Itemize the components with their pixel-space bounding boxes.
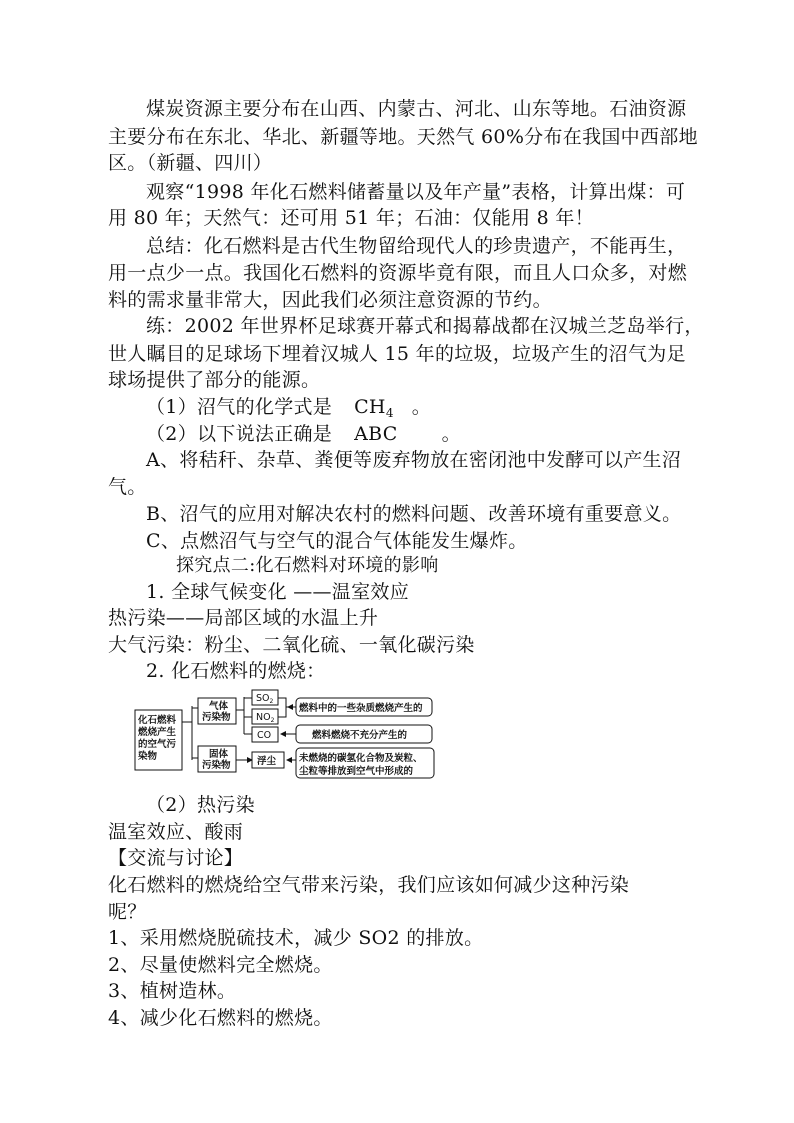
paragraph-resources-line3: 区。（新疆、四川） xyxy=(108,152,273,174)
diagram-note2: 燃料燃烧不充分产生的 xyxy=(312,730,408,741)
diagram-root-line1: 化石燃料 xyxy=(138,715,177,726)
question-1-answer: $CH_4$ xyxy=(354,396,394,420)
paragraph-summary-line1: 总结：化石燃料是古代生物留给现代人的珍贵遗产，不能再生， xyxy=(146,235,687,257)
answer-4: 4、减少化石燃料的燃烧。 xyxy=(108,1007,333,1029)
option-c: C、点燃沼气与空气的混合气体能发生爆炸。 xyxy=(146,530,528,552)
diagram-co-label: CO xyxy=(257,730,272,741)
diagram-root-line2: 燃烧产生 xyxy=(138,727,177,738)
answer-3: 3、植树造林。 xyxy=(108,980,237,1002)
diagram-root-line4: 染物 xyxy=(138,751,158,762)
diagram-root-line3: 的空气污 xyxy=(138,739,177,750)
diagram-root-connector xyxy=(182,706,198,760)
question-2-prefix: （2）以下说法正确是 xyxy=(146,423,333,445)
item-heat-pollution: 热污染——局部区域的水温上升 xyxy=(108,607,379,629)
diagram-solid-line2: 污染物 xyxy=(202,760,231,771)
discussion-question-line1: 化石燃料的燃烧给空气带来污染，我们应该如何减少这种污染 xyxy=(108,874,630,896)
diagram-gas-line2: 污染物 xyxy=(202,712,231,723)
paragraph-observe-line1: 观察“1998 年化石燃料储蓄量以及年产量”表格，计算出煤：可 xyxy=(146,181,686,203)
diagram-note3-line1: 未燃烧的碳氢化合物及炭粒、 xyxy=(299,753,423,764)
question-2-answer: ABC xyxy=(354,423,398,445)
option-a-line2: 气。 xyxy=(108,476,147,498)
diagram-gas-connector xyxy=(236,697,252,734)
diagram-note1: 燃料中的一些杂质燃烧产生的 xyxy=(299,703,423,714)
paragraph-observe-line2: 用 80 年；天然气：还可用 51 年；石油：仅能用 8 年！ xyxy=(108,207,594,229)
diagram-solid-line1: 固体 xyxy=(209,749,229,760)
item-combustion: 2. 化石燃料的燃烧： xyxy=(146,660,326,682)
heat-pollution-2: （2）热污染 xyxy=(146,794,255,816)
paragraph-summary-line3: 料的需求量非常大，因此我们必须注意资源的节约。 xyxy=(108,289,552,311)
option-b: B、沼气的应用对解决农村的燃料问题、改善环境有重要意义。 xyxy=(146,503,682,525)
paragraph-resources-line2: 主要分布在东北、华北、新疆等地。天然气 60%分布在我国中西部地 xyxy=(108,126,698,148)
discussion-title: 【交流与讨论】 xyxy=(108,847,244,869)
paragraph-exercise-line1: 练：2002 年世界杯足球赛开幕式和揭幕战都在汉城兰芝岛举行， xyxy=(146,315,704,337)
paragraph-summary-line2: 用一点少一点。我国化石燃料的资源毕竟有限，而且人口众多，对燃 xyxy=(108,262,688,284)
paragraph-exercise-line2: 世人瞩目的足球场下埋着汉城人 15 年的垃圾，垃圾产生的沼气为足 xyxy=(108,343,686,365)
item-air-pollution: 大气污染：粉尘、二氧化硫、一氧化碳污染 xyxy=(108,634,475,656)
question-1-prefix: （1）沼气的化学式是 xyxy=(146,396,333,418)
answer-2: 2、尽量使燃料完全燃烧。 xyxy=(108,954,333,976)
diagram-so2-label: $SO_2$ xyxy=(256,693,274,705)
diagram-note3-line2: 尘粒等排放到空气中形成的 xyxy=(299,766,414,777)
effects-line: 温室效应、酸雨 xyxy=(108,821,244,843)
answer-1: 1、采用燃烧脱硫技术，减少 SO2 的排放。 xyxy=(108,927,484,949)
option-a-line1: A、将秸秆、杂草、粪便等废弃物放在密闭池中发酵可以产生沼 xyxy=(146,449,682,471)
paragraph-resources-line1: 煤炭资源主要分布在山西、内蒙古、河北、山东等地。石油资源 xyxy=(146,98,687,120)
pollutant-diagram xyxy=(134,688,440,782)
paragraph-exercise-line3: 球场提供了部分的能源。 xyxy=(108,369,321,391)
diagram-dust-label: 浮尘 xyxy=(257,756,277,767)
item-climate: 1. 全球气候变化 ——温室效应 xyxy=(146,581,410,603)
question-1: （1）沼气的化学式是 $CH_4$ 。 xyxy=(146,396,432,420)
diagram-gas-line1: 气体 xyxy=(209,701,229,712)
question-2: （2）以下说法正确是 ABC 。 xyxy=(146,423,461,445)
diagram-no2-label: $NO_2$ xyxy=(256,712,275,724)
discussion-question-line2: 呢？ xyxy=(108,901,147,923)
section-title: 探究点二:化石燃料对环境的影响 xyxy=(176,555,439,576)
